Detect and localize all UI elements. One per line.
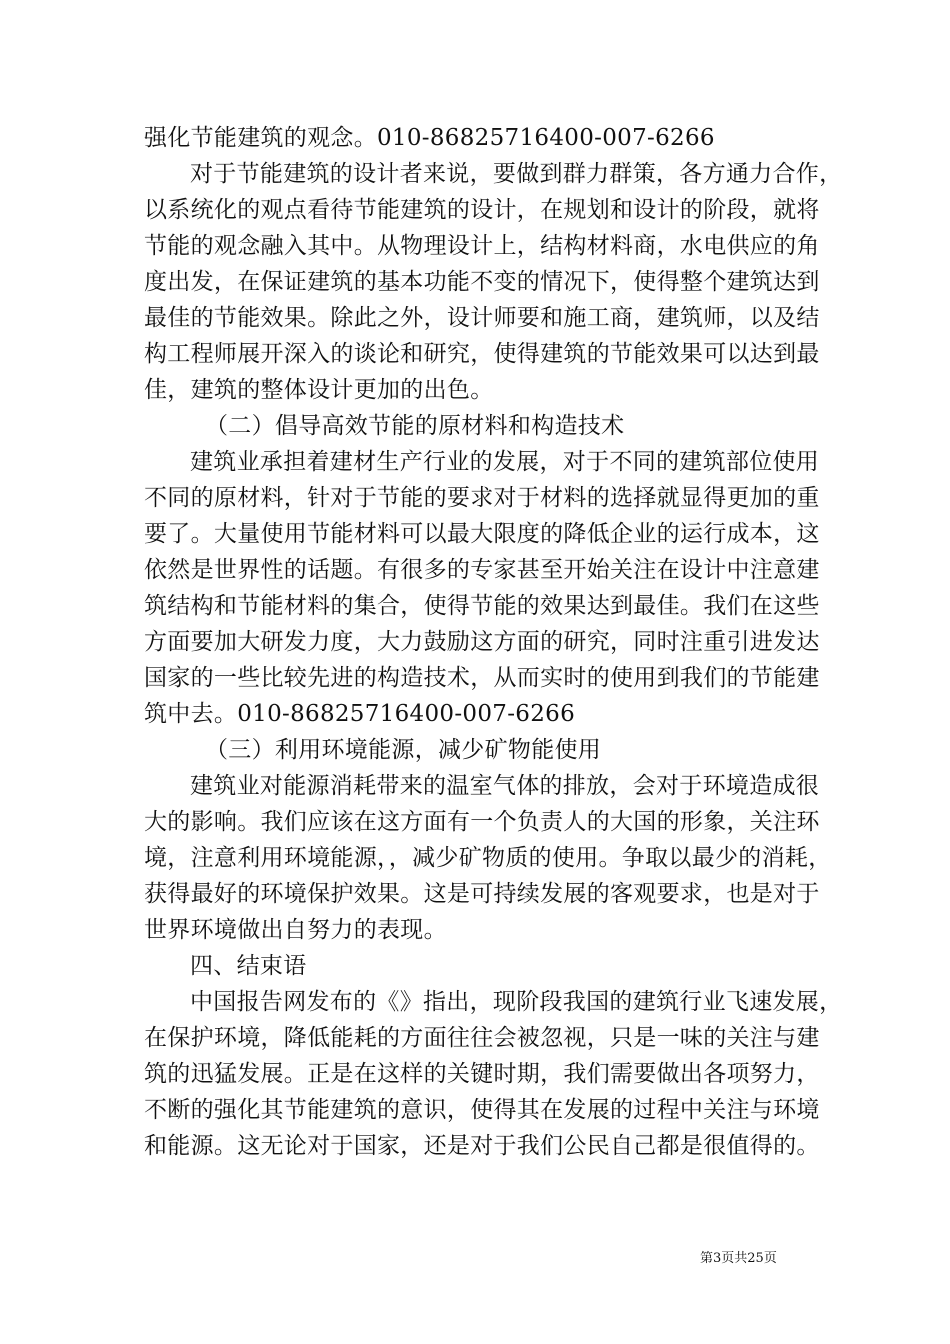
chapter-heading: 四、结束语 xyxy=(190,953,307,979)
body-line: 以系统化的观点看待节能建筑的设计，在规划和设计的阶段，就将 xyxy=(144,197,820,223)
body-line: 方面要加大研发力度，大力鼓励这方面的研究，同时注重引进发达 xyxy=(144,629,820,655)
body-line: 最佳的节能效果。除此之外，设计师要和施工商，建筑师，以及结 xyxy=(144,305,820,331)
body-line: 度出发，在保证建筑的基本功能不变的情况下，使得整个建筑达到 xyxy=(144,269,820,295)
page-number-footer: 第3页共25页 xyxy=(700,1251,777,1266)
body-line: 筑结构和节能材料的集合，使得节能的效果达到最佳。我们在这些 xyxy=(144,593,820,619)
body-line: 依然是世界性的话题。有很多的专家甚至开始关注在设计中注意建 xyxy=(144,557,820,583)
paragraph-first-line: 对于节能建筑的设计者来说，要做到群力群策，各方通力合作， xyxy=(190,161,843,187)
body-line: 筑中去。010-86825716400-007-6266 xyxy=(144,701,576,727)
body-line: 获得最好的环境保护效果。这是可持续发展的客观要求，也是对于 xyxy=(144,881,820,907)
body-line: 构工程师展开深入的谈论和研究，使得建筑的节能效果可以达到最 xyxy=(144,341,820,367)
body-line: 不断的强化其节能建筑的意识，使得其在发展的过程中关注与环境 xyxy=(144,1097,820,1123)
body-line: 在保护环境，降低能耗的方面往往会被忽视，只是一味的关注与建 xyxy=(144,1025,820,1051)
body-line: 境，注意利用环境能源，，减少矿物质的使用。争取以最少的消耗， xyxy=(144,845,832,871)
section-heading: （二）倡导高效节能的原材料和构造技术 xyxy=(205,413,625,439)
body-line: 要了。大量使用节能材料可以最大限度的降低企业的运行成本，这 xyxy=(144,521,820,547)
paragraph-first-line: 建筑业承担着建材生产行业的发展，对于不同的建筑部位使用 xyxy=(190,449,820,475)
section-heading: （三）利用环境能源，减少矿物能使用 xyxy=(205,737,602,763)
body-line: 不同的原材料，针对于节能的要求对于材料的选择就显得更加的重 xyxy=(144,485,820,511)
body-line: 筑的迅猛发展。正是在这样的关键时期，我们需要做出各项努力， xyxy=(144,1061,820,1087)
body-line: 大的影响。我们应该在这方面有一个负责人的大国的形象，关注环 xyxy=(144,809,820,835)
body-line: 和能源。这无论对于国家，还是对于我们公民自己都是很值得的。 xyxy=(144,1133,820,1159)
paragraph-first-line: 建筑业对能源消耗带来的温室气体的排放，会对于环境造成很 xyxy=(190,773,820,799)
body-line: 强化节能建筑的观念。010-86825716400-007-6266 xyxy=(144,125,715,151)
body-line: 国家的一些比较先进的构造技术，从而实时的使用到我们的节能建 xyxy=(144,665,820,691)
paragraph-first-line: 中国报告网发布的《》指出，现阶段我国的建筑行业飞速发展， xyxy=(190,989,843,1015)
body-line: 佳，建筑的整体设计更加的出色。 xyxy=(144,377,494,403)
body-line: 世界环境做出自努力的表现。 xyxy=(144,917,447,943)
body-line: 节能的观念融入其中。从物理设计上，结构材料商，水电供应的角 xyxy=(144,233,820,259)
